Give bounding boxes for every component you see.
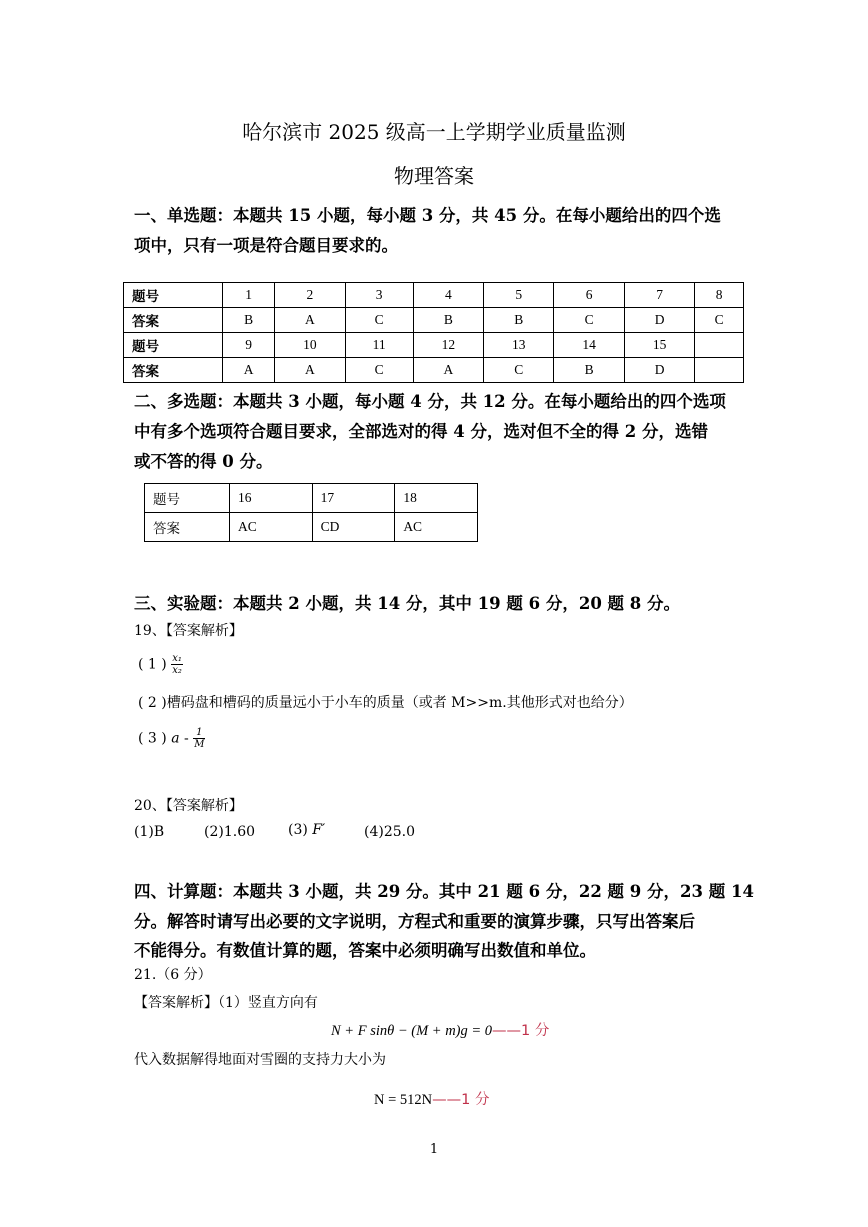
section1-heading-line2: 项中，只有一项是符合题目要求的。: [134, 236, 398, 255]
section4-heading-line1: 四、计算题：本题共 3 小题，共 29 分。其中 21 题 6 分，22 题 9 分，23 题 14: [134, 882, 754, 901]
table-cell: 8: [695, 283, 744, 308]
q19-part3-fraction: [193, 727, 205, 750]
q20-answer-4: (4)25.0: [364, 824, 416, 840]
table-cell: [695, 358, 744, 383]
q19-part2: ( 2 )槽码盘和槽码的质量远小于小车的质量（或者 M>>m.其他形式对也给分）: [138, 695, 633, 711]
q21-label: 21.（6 分）: [134, 967, 212, 983]
score-mark: ——1 分: [492, 1023, 550, 1039]
table-cell: 16: [230, 484, 313, 513]
table-cell: D: [624, 308, 694, 333]
table-cell: 1: [223, 283, 275, 308]
table-cell: C: [554, 308, 624, 333]
table-cell: 3: [345, 283, 413, 308]
table-row: [124, 333, 744, 358]
table-cell: C: [345, 358, 413, 383]
q19-part3: [138, 727, 205, 750]
table-row: [145, 513, 478, 542]
section2-heading-line3: 或不答的得 0 分。: [134, 452, 273, 471]
q19-part1-fraction: [171, 653, 183, 676]
page-number: 1: [429, 1142, 439, 1157]
fraction-numerator: 1: [193, 727, 205, 739]
q21-equation-1: [331, 1019, 549, 1040]
page-title: 哈尔滨市 2025 级高一上学期学业质量监测: [242, 120, 626, 144]
fraction-denominator: M: [194, 739, 205, 750]
score-mark: ——1 分: [432, 1092, 490, 1108]
table-cell: B: [413, 308, 483, 333]
row-label-question: 题号: [124, 333, 223, 358]
fraction-denominator: x₂: [172, 665, 182, 676]
table-cell: 2: [275, 283, 345, 308]
table-cell: AC: [230, 513, 313, 542]
q19-part3-variable: a: [171, 730, 180, 747]
table-cell: 6: [554, 283, 624, 308]
row-label-question: 题号: [145, 484, 230, 513]
q20-answer-3: [288, 822, 325, 838]
table-cell: A: [275, 358, 345, 383]
fraction-numerator: x₁: [172, 653, 182, 664]
q20-answer-1: (1)B: [134, 824, 165, 840]
single-choice-answer-table: [123, 282, 744, 383]
table-cell: 15: [624, 333, 694, 358]
q19-part1-label: ( 1 ): [138, 656, 167, 673]
table-cell: 12: [413, 333, 483, 358]
table-row: [124, 308, 744, 333]
page-subtitle: 物理答案: [394, 164, 474, 188]
table-row: [145, 484, 478, 513]
table-cell: 7: [624, 283, 694, 308]
q19-part1: [138, 653, 183, 676]
table-cell: 13: [484, 333, 554, 358]
section4-heading-line3: 不能得分。有数值计算的题，答案中必须明确写出数值和单位。: [134, 941, 596, 960]
section4-heading-line2: 分。解答时请写出必要的文字说明，方程式和重要的演算步骤，只写出答案后: [134, 912, 695, 931]
table-cell: CD: [312, 513, 395, 542]
table-cell: 11: [345, 333, 413, 358]
q20-answer-3-label: (3): [288, 822, 308, 838]
q21-equation-2: [374, 1088, 489, 1109]
table-row: [124, 358, 744, 383]
table-cell: 9: [223, 333, 275, 358]
table-cell: B: [484, 308, 554, 333]
equation-text: N = 512N: [374, 1092, 433, 1108]
table-cell: AC: [395, 513, 478, 542]
table-cell: 18: [395, 484, 478, 513]
section2-heading-line2: 中有多个选项符合题目要求，全部选对的得 4 分，选对但不全的得 2 分，选错: [134, 422, 708, 441]
table-cell: 17: [312, 484, 395, 513]
row-label-answer: 答案: [145, 513, 230, 542]
row-label-question: 题号: [124, 283, 223, 308]
section1-heading-line1: 一、单选题：本题共 15 小题，每小题 3 分，共 45 分。在每小题给出的四个选: [134, 206, 721, 225]
table-cell: C: [484, 358, 554, 383]
table-cell: 5: [484, 283, 554, 308]
equation-text: N + F sinθ − (M + m)g = 0: [331, 1023, 493, 1039]
table-cell: B: [554, 358, 624, 383]
table-cell: C: [695, 308, 744, 333]
section3-heading: 三、实验题：本题共 2 小题，共 14 分，其中 19 题 6 分，20 题 8 分。: [134, 594, 681, 613]
table-cell: [695, 333, 744, 358]
table-row: [124, 283, 744, 308]
table-cell: A: [413, 358, 483, 383]
section2-heading-line1: 二、多选题：本题共 3 小题，每小题 4 分，共 12 分。在每小题给出的四个选项: [134, 392, 726, 411]
table-cell: C: [345, 308, 413, 333]
q19-label: 19、【答案解析】: [134, 623, 243, 639]
table-cell: 10: [275, 333, 345, 358]
table-cell: D: [624, 358, 694, 383]
table-cell: A: [223, 358, 275, 383]
table-cell: 14: [554, 333, 624, 358]
multi-choice-answer-table: [144, 483, 478, 542]
table-cell: 4: [413, 283, 483, 308]
q20-answer-3-value: F′: [312, 822, 326, 838]
q19-part3-label: ( 3 ): [138, 730, 167, 747]
q20-label: 20、【答案解析】: [134, 798, 243, 814]
q21-intro: 【答案解析】（1）竖直方向有: [134, 995, 318, 1011]
q20-answer-2: (2)1.60: [204, 824, 256, 840]
q19-part3-dash: -: [184, 730, 189, 747]
row-label-answer: 答案: [124, 308, 223, 333]
table-cell: A: [275, 308, 345, 333]
q21-text-2: 代入数据解得地面对雪圈的支持力大小为: [134, 1052, 386, 1068]
table-cell: B: [223, 308, 275, 333]
row-label-answer: 答案: [124, 358, 223, 383]
